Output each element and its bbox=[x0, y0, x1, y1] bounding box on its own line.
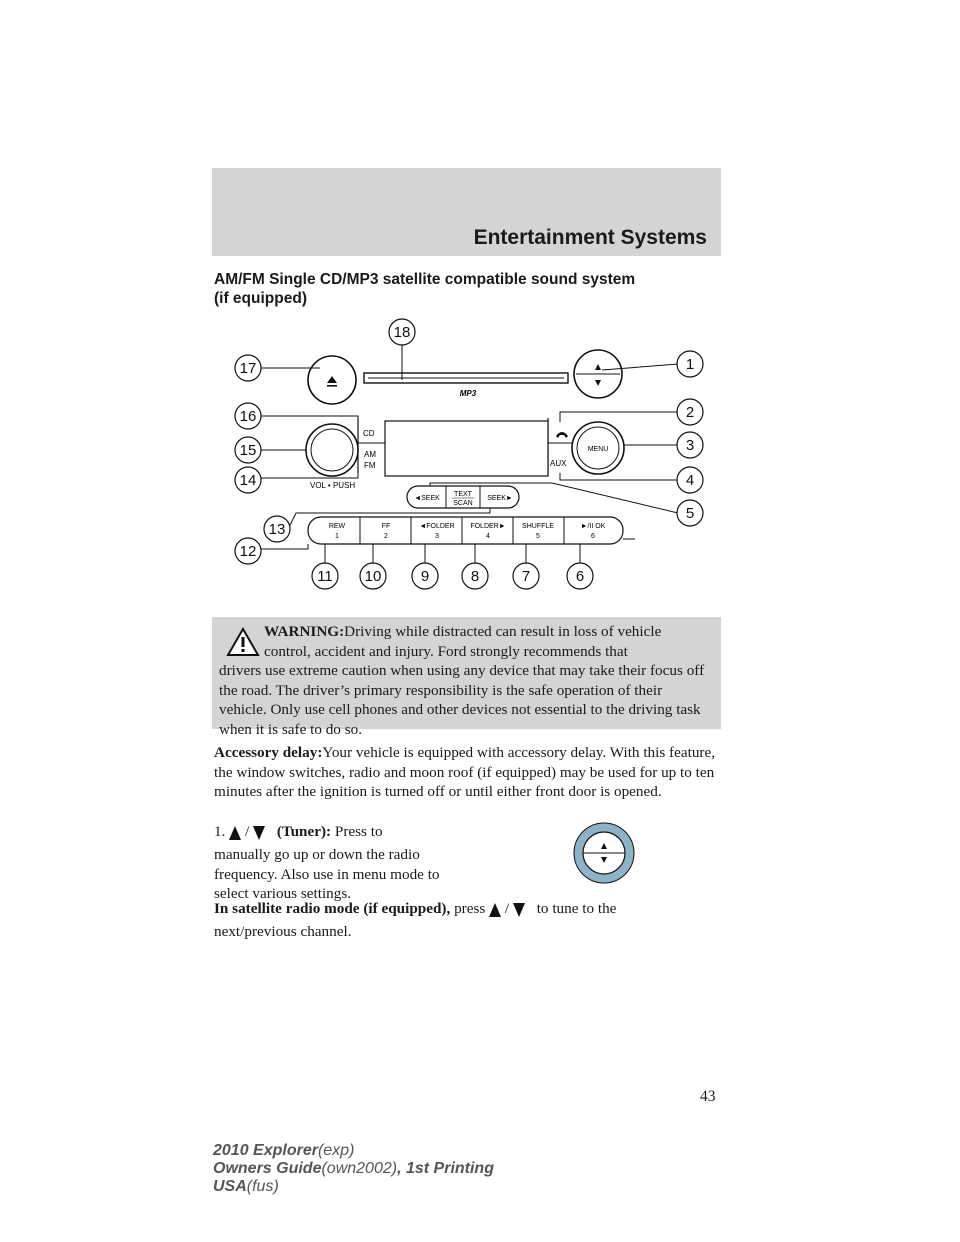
preset-1-label: REW bbox=[328, 523, 346, 530]
svg-text:11: 11 bbox=[317, 568, 333, 585]
preset-bar bbox=[308, 517, 623, 544]
callout-16 bbox=[235, 403, 261, 429]
seek-right-label: SEEK► bbox=[487, 495, 513, 502]
satellite-press: press bbox=[454, 900, 486, 917]
tuner-label: (Tuner): bbox=[276, 823, 332, 840]
tuner-description: manually go up or down the radio frequency. Also use in menu mode to select various settings. bbox=[214, 846, 440, 902]
svg-text:17: 17 bbox=[239, 360, 257, 377]
svg-text:15: 15 bbox=[239, 442, 257, 459]
sat-down-arrow-icon bbox=[513, 903, 525, 917]
radio-diagram bbox=[230, 318, 720, 600]
tuner-first: Press to bbox=[334, 823, 383, 840]
footer-guide: Owners Guide bbox=[213, 1160, 322, 1177]
satellite-paragraph bbox=[214, 899, 719, 942]
preset-3-num: 3 bbox=[435, 533, 439, 540]
footer-model: 2010 Explorer bbox=[213, 1142, 318, 1159]
section-title-line2: (if equipped) bbox=[214, 290, 307, 307]
callout-5 bbox=[677, 500, 703, 526]
preset-5-label: SHUFFLE bbox=[522, 523, 554, 530]
tuner-item bbox=[214, 822, 454, 904]
warning-line1: Driving while distracted can result in loss of vehicle bbox=[344, 623, 662, 640]
svg-text:3: 3 bbox=[685, 437, 695, 454]
section-title bbox=[214, 270, 734, 308]
footer-model-code: (exp) bbox=[317, 1142, 355, 1159]
callout-11 bbox=[312, 563, 338, 589]
svg-text:14: 14 bbox=[239, 472, 257, 489]
menu-label: MENU bbox=[587, 446, 609, 453]
callout-14 bbox=[235, 467, 261, 493]
callout-8 bbox=[462, 563, 488, 589]
svg-text:5: 5 bbox=[685, 505, 695, 522]
svg-text:10: 10 bbox=[364, 568, 382, 585]
vol-push-label: VOL • PUSH bbox=[310, 481, 356, 490]
satellite-label: In satellite radio mode (if equipped), bbox=[214, 900, 451, 917]
svg-text:1: 1 bbox=[685, 356, 695, 373]
callout-4 bbox=[677, 467, 703, 493]
accessory-delay-paragraph bbox=[214, 743, 719, 802]
callout-6 bbox=[567, 563, 593, 589]
preset-2-label: FF bbox=[381, 523, 391, 530]
preset-5-num: 5 bbox=[536, 533, 540, 540]
satellite-slash: / bbox=[504, 900, 510, 917]
footer-region: USA bbox=[213, 1178, 247, 1195]
svg-text:8: 8 bbox=[470, 568, 480, 585]
cd-button-label: CD bbox=[363, 429, 375, 438]
callout-1 bbox=[677, 351, 703, 377]
page-header-title: Entertainment Systems bbox=[473, 226, 707, 249]
item-slash: / bbox=[244, 823, 250, 840]
warning-box bbox=[212, 617, 721, 738]
mp3-logo: MP3 bbox=[459, 389, 477, 398]
fm-label: FM bbox=[364, 461, 376, 470]
preset-6-label: ►/II OK bbox=[580, 523, 606, 530]
text-label: TEXT bbox=[454, 491, 472, 498]
warning-text bbox=[212, 622, 708, 739]
volume-knob bbox=[306, 424, 358, 476]
preset-6-num: 6 bbox=[591, 533, 595, 540]
callout-10 bbox=[360, 563, 386, 589]
callout-18 bbox=[389, 319, 415, 345]
preset-2-num: 2 bbox=[384, 533, 388, 540]
callout-7 bbox=[513, 563, 539, 589]
satellite-after: to tune to the bbox=[536, 900, 617, 917]
header-band bbox=[212, 168, 721, 256]
down-arrow-icon bbox=[253, 826, 265, 840]
preset-1-num: 1 bbox=[335, 533, 339, 540]
seek-left-label: ◄SEEK bbox=[414, 495, 440, 502]
preset-4-num: 4 bbox=[486, 533, 490, 540]
svg-text:18: 18 bbox=[393, 324, 411, 341]
callout-3 bbox=[677, 432, 703, 458]
svg-text:4: 4 bbox=[685, 472, 695, 489]
callout-13 bbox=[264, 516, 290, 542]
tuner-knob-illustration bbox=[573, 822, 635, 884]
preset-4-label: FOLDER► bbox=[470, 523, 506, 530]
svg-text:16: 16 bbox=[239, 408, 257, 425]
svg-text:7: 7 bbox=[521, 568, 531, 585]
accessory-delay-label: Accessory delay: bbox=[214, 744, 323, 761]
satellite-line2: next/previous channel. bbox=[214, 923, 352, 940]
callout-12 bbox=[235, 538, 261, 564]
aux-label: AUX bbox=[550, 459, 567, 468]
warning-rest: drivers use extreme caution when using any device that may take their focus off the road. The driver’s primary responsibility is the safe operation of their vehicle. Only use cell phones and other devices not essential to the driving task when it is safe to do so. bbox=[219, 662, 705, 738]
accessory-delay-text: Your vehicle is equipped with accessory delay. With this feature, the window switches, radio and moon roof (if equipped) may be used for up to ten minutes after the ignition is turned off or until either front door is opened. bbox=[214, 744, 716, 800]
page-number: 43 bbox=[700, 1088, 716, 1105]
svg-text:2: 2 bbox=[685, 404, 695, 421]
scan-label: SCAN bbox=[453, 500, 473, 507]
up-arrow-icon bbox=[229, 826, 241, 840]
footer-printing: , 1st Printing bbox=[397, 1160, 494, 1177]
footer-guide-code: (own2002) bbox=[321, 1160, 398, 1177]
section-title-line1: AM/FM Single CD/MP3 satellite compatible sound system bbox=[214, 271, 636, 288]
callout-17 bbox=[235, 355, 261, 381]
preset-3-label: ◄FOLDER bbox=[419, 523, 455, 530]
callout-15 bbox=[235, 437, 261, 463]
phone-icon bbox=[556, 432, 568, 438]
svg-text:13: 13 bbox=[268, 521, 286, 538]
footer bbox=[213, 1142, 494, 1196]
item-number: 1. bbox=[214, 823, 226, 840]
display bbox=[385, 421, 548, 476]
callout-9 bbox=[412, 563, 438, 589]
sat-up-arrow-icon bbox=[489, 903, 501, 917]
warning-label: WARNING: bbox=[264, 623, 345, 640]
am-label: AM bbox=[364, 450, 376, 459]
warning-line2: control, accident and injury. Ford strongly recommends that bbox=[264, 642, 628, 660]
footer-region-code: (fus) bbox=[246, 1178, 279, 1195]
svg-text:9: 9 bbox=[420, 568, 430, 585]
svg-text:6: 6 bbox=[575, 568, 585, 585]
callout-2 bbox=[677, 399, 703, 425]
svg-text:12: 12 bbox=[239, 543, 257, 560]
